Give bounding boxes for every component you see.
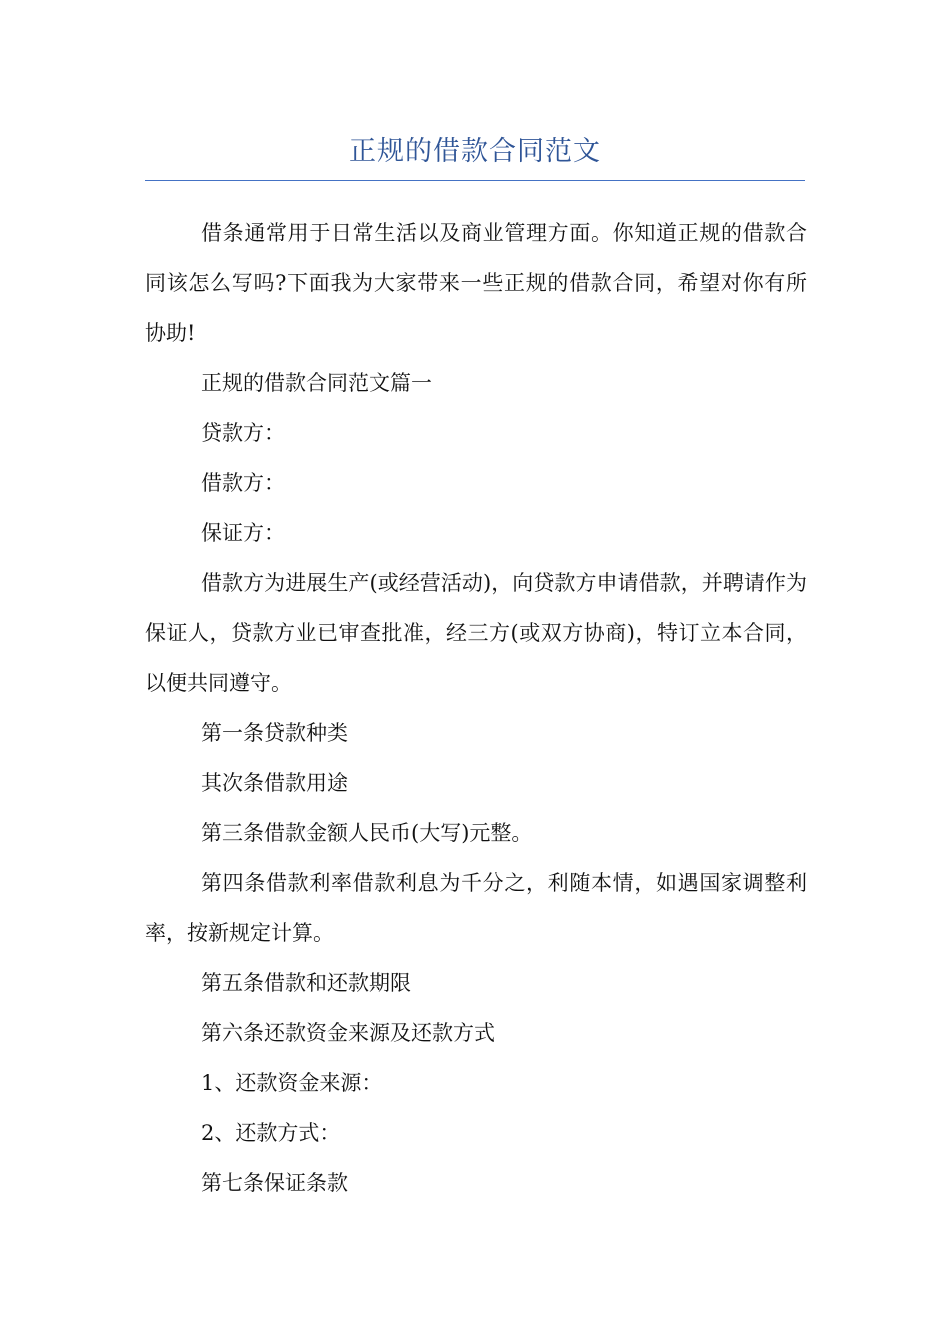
article-6-item-1: 1、还款资金来源： xyxy=(201,1071,383,1095)
article-3: 第三条借款金额人民币(大写)元整。 xyxy=(201,821,533,845)
document-body xyxy=(145,208,807,1208)
document-title: 正规的借款合同范文 xyxy=(349,136,601,167)
article-2: 其次条借款用途 xyxy=(201,771,348,795)
article-7: 第七条保证条款 xyxy=(201,1171,348,1195)
article-6-item-2: 2、还款方式： xyxy=(201,1121,341,1145)
guarantor-line: 保证方： xyxy=(201,521,285,545)
intro-paragraph: 借条通常用于日常生活以及商业管理方面。你知道正规的借款合同该怎么写吗?下面我为大家带来一些正规的借款合同，希望对你有所协助! xyxy=(145,221,807,345)
article-4: 第四条借款利率借款利息为千分之，利随本情，如遇国家调整利率，按新规定计算。 xyxy=(145,871,807,945)
lender-line: 贷款方： xyxy=(201,421,285,445)
preamble-paragraph: 借款方为进展生产(或经营活动)，向贷款方申请借款，并聘请作为保证人，贷款方业已审查批准，经三方(或双方协商)，特订立本合同，以便共同遵守。 xyxy=(145,571,807,695)
section-heading: 正规的借款合同范文篇一 xyxy=(201,371,432,395)
article-5: 第五条借款和还款期限 xyxy=(201,971,411,995)
article-1: 第一条贷款种类 xyxy=(201,721,348,745)
article-6: 第六条还款资金来源及还款方式 xyxy=(201,1021,495,1045)
borrower-line: 借款方： xyxy=(201,471,285,495)
title-underline xyxy=(145,180,805,181)
